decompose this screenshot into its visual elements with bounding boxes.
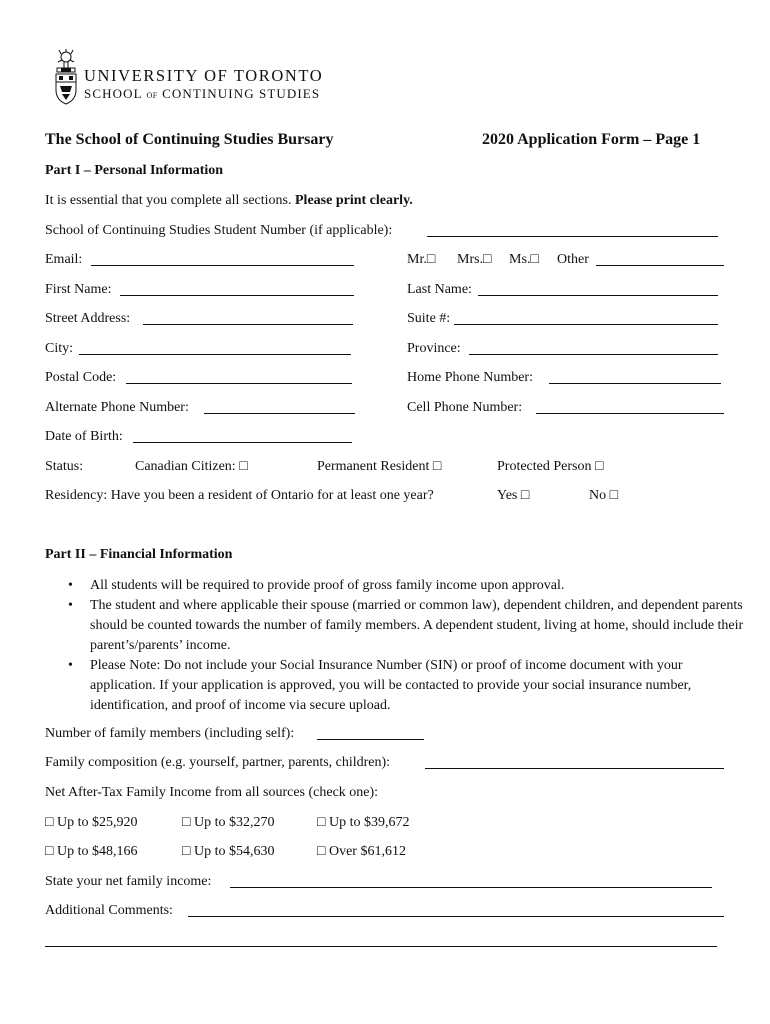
form-title: The School of Continuing Studies Bursary <box>45 131 334 148</box>
residency-question: Residency: Have you been a resident of Ontario for at least one year? <box>45 488 434 503</box>
logo-continuing-studies: CONTINUING STUDIES <box>162 86 321 101</box>
status-permanent-resident-checkbox[interactable]: Permanent Resident □ <box>317 459 442 474</box>
status-citizen-checkbox[interactable]: Canadian Citizen: □ <box>135 459 248 474</box>
intro-print-clearly: Please print clearly. <box>295 193 413 208</box>
title-ms-checkbox[interactable]: Ms.□ <box>509 252 539 267</box>
home-phone-label: Home Phone Number: <box>407 370 533 385</box>
email-field[interactable] <box>91 265 354 266</box>
province-label: Province: <box>407 341 461 356</box>
home-phone-field[interactable] <box>549 383 721 384</box>
income-option-61612-checkbox[interactable]: □ Over $61,612 <box>317 844 406 859</box>
email-label: Email: <box>45 252 83 267</box>
cell-phone-field[interactable] <box>536 413 724 414</box>
province-field[interactable] <box>469 354 718 355</box>
first-name-label: First Name: <box>45 282 112 297</box>
residency-yes-checkbox[interactable]: Yes □ <box>497 488 530 503</box>
residency-no-checkbox[interactable]: No □ <box>589 488 619 503</box>
city-field[interactable] <box>79 354 351 355</box>
street-address-field[interactable] <box>143 324 353 325</box>
income-option-32270-checkbox[interactable]: □ Up to $32,270 <box>182 815 275 830</box>
family-members-label: Number of family members (including self): <box>45 726 295 741</box>
student-number-label: School of Continuing Studies Student Number (if applicable): <box>45 223 393 238</box>
additional-comments-label: Additional Comments: <box>45 903 173 918</box>
logo-school-name <box>84 86 320 102</box>
alternate-phone-label: Alternate Phone Number: <box>45 400 189 415</box>
student-number-field[interactable] <box>427 236 718 237</box>
cell-phone-label: Cell Phone Number: <box>407 400 523 415</box>
suite-field[interactable] <box>454 324 718 325</box>
university-crest-logo <box>52 48 80 108</box>
income-option-54630-checkbox[interactable]: □ Up to $54,630 <box>182 844 275 859</box>
logo-of-word: OF <box>146 91 158 100</box>
title-other-field[interactable] <box>596 265 724 266</box>
postal-code-field[interactable] <box>126 383 352 384</box>
date-of-birth-label: Date of Birth: <box>45 429 123 444</box>
part1-heading: Part I – Personal Information <box>45 163 224 178</box>
title-other-label: Other <box>557 252 589 267</box>
additional-comments-field-line-2[interactable] <box>45 946 717 947</box>
net-income-field[interactable] <box>230 887 712 888</box>
income-option-25920-checkbox[interactable]: □ Up to $25,920 <box>45 815 138 830</box>
family-composition-label: Family composition (e.g. yourself, partner, parents, children): <box>45 755 391 770</box>
part2-heading: Part II – Financial Information <box>45 547 233 562</box>
form-page-title: 2020 Application Form – Page 1 <box>482 131 701 148</box>
title-mr-checkbox[interactable]: Mr.□ <box>407 252 436 267</box>
first-name-field[interactable] <box>120 295 354 296</box>
status-protected-person-checkbox[interactable]: Protected Person □ <box>497 459 604 474</box>
postal-code-label: Postal Code: <box>45 370 117 385</box>
status-label: Status: <box>45 459 84 474</box>
intro-text: It is essential that you complete all sections. <box>45 193 295 208</box>
city-label: City: <box>45 341 74 356</box>
date-of-birth-field[interactable] <box>133 442 352 443</box>
street-address-label: Street Address: <box>45 311 131 326</box>
logo-school-word: SCHOOL <box>84 86 143 101</box>
additional-comments-field[interactable] <box>188 916 724 917</box>
last-name-label: Last Name: <box>407 282 472 297</box>
income-option-39672-checkbox[interactable]: □ Up to $39,672 <box>317 815 410 830</box>
logo-university-name: UNIVERSITY OF TORONTO <box>84 66 324 85</box>
title-mrs-checkbox[interactable]: Mrs.□ <box>457 252 492 267</box>
list-item: • Please Note: Do not include your Social Insurance Number (SIN) or proof of income document with your application. If your application is approved, you will be contacted to provide your social insurance number, identification, and proof of income via secure upload. <box>90 656 750 716</box>
alternate-phone-field[interactable] <box>204 413 355 414</box>
income-option-48166-checkbox[interactable]: □ Up to $48,166 <box>45 844 138 859</box>
list-item: • The student and where applicable their spouse (married or common law), dependent children, and dependent parents should be counted towards the number of family members. A dependent student, living at home, should include their parent’s/parents’ income. <box>90 596 750 656</box>
last-name-field[interactable] <box>478 295 718 296</box>
suite-label: Suite #: <box>407 311 451 326</box>
financial-notes-list <box>68 576 750 716</box>
part1-intro <box>45 193 413 209</box>
list-item: • All students will be required to provide proof of gross family income upon approval. <box>90 576 750 596</box>
family-members-field[interactable] <box>317 739 424 740</box>
income-question: Net After-Tax Family Income from all sources (check one): <box>45 785 379 800</box>
family-composition-field[interactable] <box>425 768 724 769</box>
net-income-label: State your net family income: <box>45 874 212 889</box>
